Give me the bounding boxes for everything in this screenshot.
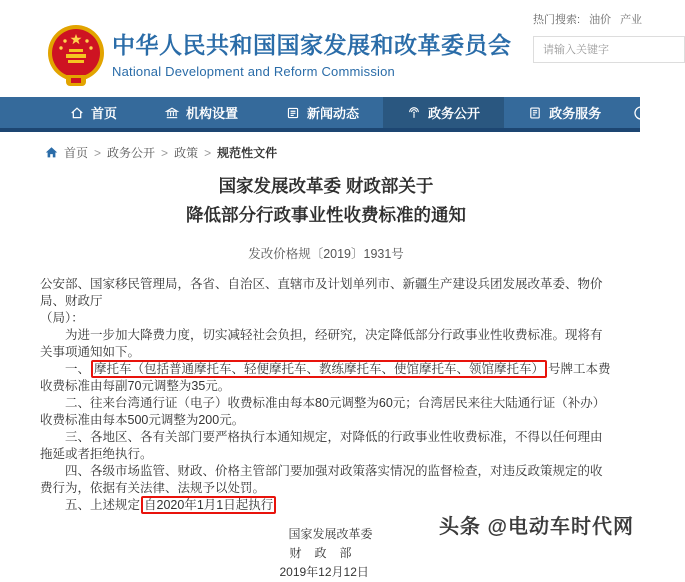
breadcrumb-item[interactable]: 政策: [174, 146, 199, 160]
breadcrumb-separator: >: [204, 145, 212, 160]
document-number: 发改价格规〔2019〕1931号: [248, 247, 404, 261]
item-1-highlight-box: 摩托车（包括普通摩托车、轻便摩托车、教练摩托车、使馆摩托车、领馆摩托车）: [91, 360, 547, 378]
item-4: 四、各级市场监管、财政、价格主管部门要加强对政策落实情况的监督检查，对违反政策规定的收费行为，依据有关法律、法规予以处罚。: [40, 464, 603, 495]
nav-item-label: 新闻动态: [307, 106, 360, 121]
item-1-prefix: 一、: [65, 362, 91, 376]
document-title-line1: 国家发展改革委 财政部关于: [218, 176, 434, 196]
salutation-line1: 公安部、国家移民管理局，各省、自治区、直辖市及计划单列市、新疆生产建设兵团发展改革委、物价局、财政厅: [40, 277, 603, 308]
signature-date: 2019年12月12日: [279, 565, 369, 579]
item-2: 二、往来台湾通行证（电子）收费标准由每本80元调整为60元；台湾居民来往大陆通行证（补办）收费标准由每本500元调整为200元。: [40, 396, 606, 427]
item-5-highlight-box: 自2020年1月1日起执行: [141, 496, 276, 514]
hot-search: [533, 11, 683, 27]
home-icon: [70, 106, 84, 120]
news-icon: [286, 106, 300, 120]
breadcrumb-separator: >: [161, 145, 169, 160]
clock-icon: [633, 105, 649, 121]
salutation-line2: （局）：: [40, 311, 84, 325]
breadcrumb-separator: >: [94, 145, 102, 160]
nav-item-gov-disclosure[interactable]: [383, 97, 504, 128]
breadcrumb-current: 规范性文件: [217, 146, 278, 160]
nav-item-label: 机构设置: [186, 106, 239, 121]
signature-org1: 国家发展改革委: [288, 527, 373, 541]
nav-item-org[interactable]: [141, 97, 262, 128]
main-nav: [0, 97, 640, 132]
nav-item-news[interactable]: [262, 97, 383, 128]
item-1: [40, 361, 612, 395]
document-icon: [528, 106, 542, 120]
nav-item-label: 政务公开: [428, 106, 481, 121]
breadcrumb: [45, 144, 277, 161]
document-title-line2: 降低部分行政事业性收费标准的通知: [186, 205, 466, 225]
nav-item-label: 首页: [91, 106, 118, 121]
breadcrumb-home-icon: [45, 146, 58, 159]
hot-search-keyword[interactable]: 油价: [589, 14, 612, 26]
nav-item-label: 政务服务: [549, 106, 602, 121]
org-name-en: National Development and Reform Commission: [112, 64, 395, 79]
item-1-suffix: 号牌工本费收费标准由每副70元调整为35元。: [40, 362, 611, 393]
document-body: [40, 276, 612, 514]
broadcast-icon: [407, 106, 421, 120]
site-identity: [112, 27, 512, 79]
nav-item-gov-services[interactable]: [504, 97, 625, 128]
item-5-prefix: 五、上述规定: [65, 498, 141, 512]
hot-search-label: 热门搜索:: [533, 14, 581, 26]
breadcrumb-item[interactable]: 首页: [64, 146, 89, 160]
toutiao-watermark: 头条 @电动车时代网: [438, 516, 634, 538]
search-area: [533, 11, 683, 63]
bank-icon: [165, 106, 179, 120]
intro-paragraph: 为进一步加大降费力度，切实减轻社会负担，经研究，决定降低部分行政事业性收费标准。现将有关事项通知如下。: [40, 328, 603, 359]
signature-inner: [279, 525, 372, 582]
org-name-cn: 中华人民共和国国家发展和改革委员会: [112, 32, 512, 58]
nav-item-more[interactable]: [633, 97, 649, 128]
document-title: [40, 172, 612, 230]
breadcrumb-item[interactable]: 政务公开: [107, 146, 156, 160]
salutation: [40, 276, 612, 327]
national-emblem-logo[interactable]: [44, 23, 108, 89]
site-header: [0, 0, 643, 97]
signature-org2: 财政部: [289, 546, 352, 560]
search-input[interactable]: [533, 36, 685, 63]
hot-search-keyword[interactable]: 产业: [620, 14, 643, 26]
item-3: 三、各地区、各有关部门要严格执行本通知规定，对降低的行政事业性收费标准，不得以任何理由拖延或者拒绝执行。: [40, 430, 603, 461]
nav-item-home[interactable]: [46, 97, 141, 128]
